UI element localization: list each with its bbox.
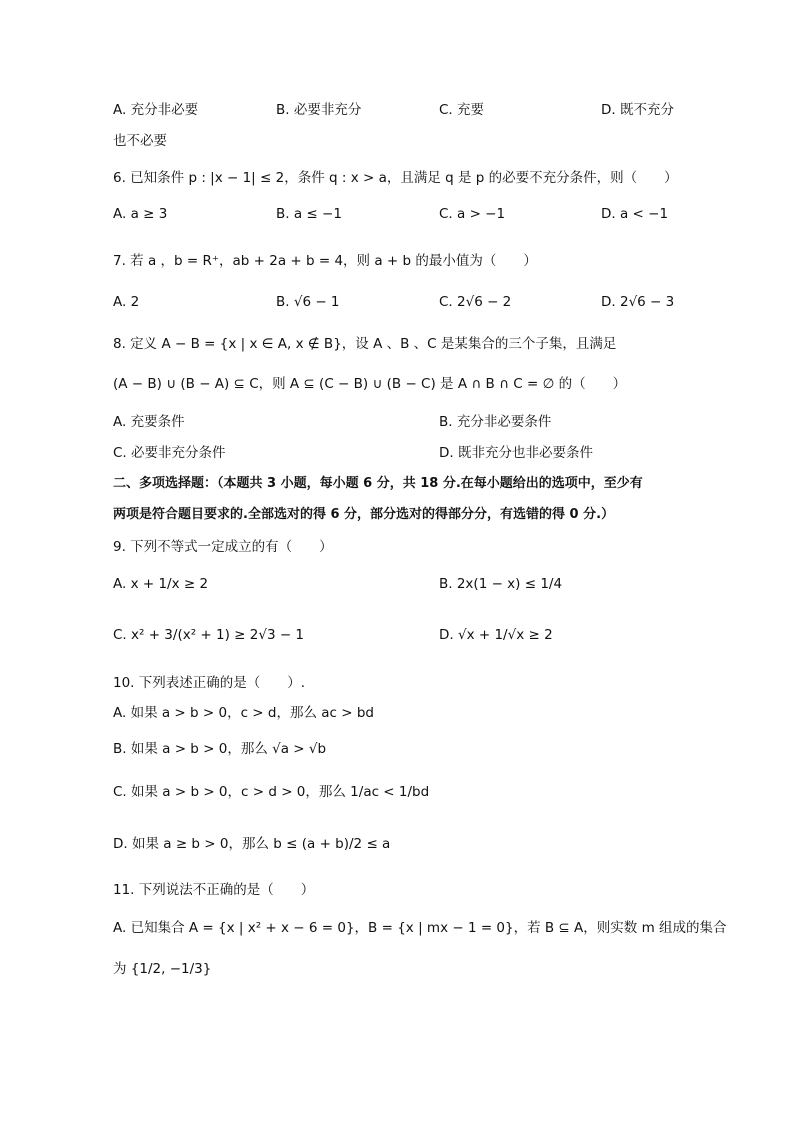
q8-stem-cont: (A − B) ∪ (B − A) ⊆ C，则 A ⊆ (C − B) ∪ (B − C) 是 A ∩ B ∩ C = ∅ 的（ ）: [113, 376, 627, 392]
q7-option-b: B. √6 − 1: [276, 294, 340, 310]
q7-option-a: A. 2: [113, 294, 140, 310]
q9-stem: 9. 下列不等式一定成立的有（ ）: [113, 539, 333, 555]
q6-option-b: B. a ≤ −1: [276, 206, 342, 222]
q11-option-a-cont: 为 {1/2, −1/3}: [113, 961, 212, 977]
q10-option-c: C. 如果 a > b > 0，c > d > 0，那么 1/ac < 1/bd: [113, 784, 430, 800]
q8-option-a: A. 充要条件: [113, 414, 185, 430]
q9-option-a: A. x + 1/x ≥ 2: [113, 576, 209, 592]
section-heading-cont: 两项是符合题目要求的.全部选对的得 6 分，部分选对的得部分分，有选错的得 0 分.）: [113, 507, 615, 522]
q6-option-c: C. a > −1: [439, 206, 506, 222]
q9-option-c: C. x² + 3/(x² + 1) ≥ 2√3 − 1: [113, 627, 305, 643]
q5-option-d-cont: 也不必要: [113, 133, 167, 149]
q10-option-a: A. 如果 a > b > 0，c > d，那么 ac > bd: [113, 705, 374, 721]
q8-option-b: B. 充分非必要条件: [439, 414, 552, 430]
section-heading: 二、多项选择题：（本题共 3 小题，每小题 6 分，共 18 分.在每小题给出的选项中，至少有: [113, 476, 643, 491]
q5-option-c: C. 充要: [439, 102, 485, 118]
q10-stem: 10. 下列表述正确的是（ ）.: [113, 675, 306, 691]
q9-option-b: B. 2x(1 − x) ≤ 1/4: [439, 576, 563, 592]
q7-option-d: D. 2√6 − 3: [601, 294, 675, 310]
q8-stem: 8. 定义 A − B = {x | x ∈ A, x ∉ B}，设 A 、B 、C 是某集合的三个子集，且满足: [113, 336, 617, 352]
q8-option-c: C. 必要非充分条件: [113, 445, 226, 461]
q10-option-b: B. 如果 a > b > 0，那么 √a > √b: [113, 741, 327, 757]
q10-option-d: D. 如果 a ≥ b > 0，那么 b ≤ (a + b)/2 ≤ a: [113, 836, 391, 852]
q6-option-a: A. a ≥ 3: [113, 206, 168, 222]
q5-option-b: B. 必要非充分: [276, 102, 362, 118]
q7-stem: 7. 若 a ，b = R⁺，ab + 2a + b = 4，则 a + b 的最小值为（ ）: [113, 253, 537, 269]
q8-option-d: D. 既非充分也非必要条件: [439, 445, 593, 461]
q9-option-d: D. √x + 1/√x ≥ 2: [439, 627, 553, 643]
q11-option-a: A. 已知集合 A = {x | x² + x − 6 = 0}，B = {x | mx − 1 = 0}，若 B ⊆ A，则实数 m 组成的集合: [113, 920, 727, 936]
q7-option-c: C. 2√6 − 2: [439, 294, 512, 310]
q11-stem: 11. 下列说法不正确的是（ ）: [113, 882, 315, 898]
q6-option-d: D. a < −1: [601, 206, 669, 222]
q5-option-d: D. 既不充分: [601, 102, 674, 118]
q6-stem: 6. 已知条件 p : |x − 1| ≤ 2，条件 q : x > a，且满足 q 是 p 的必要不充分条件，则（ ）: [113, 170, 678, 186]
q5-option-a: A. 充分非必要: [113, 102, 199, 118]
